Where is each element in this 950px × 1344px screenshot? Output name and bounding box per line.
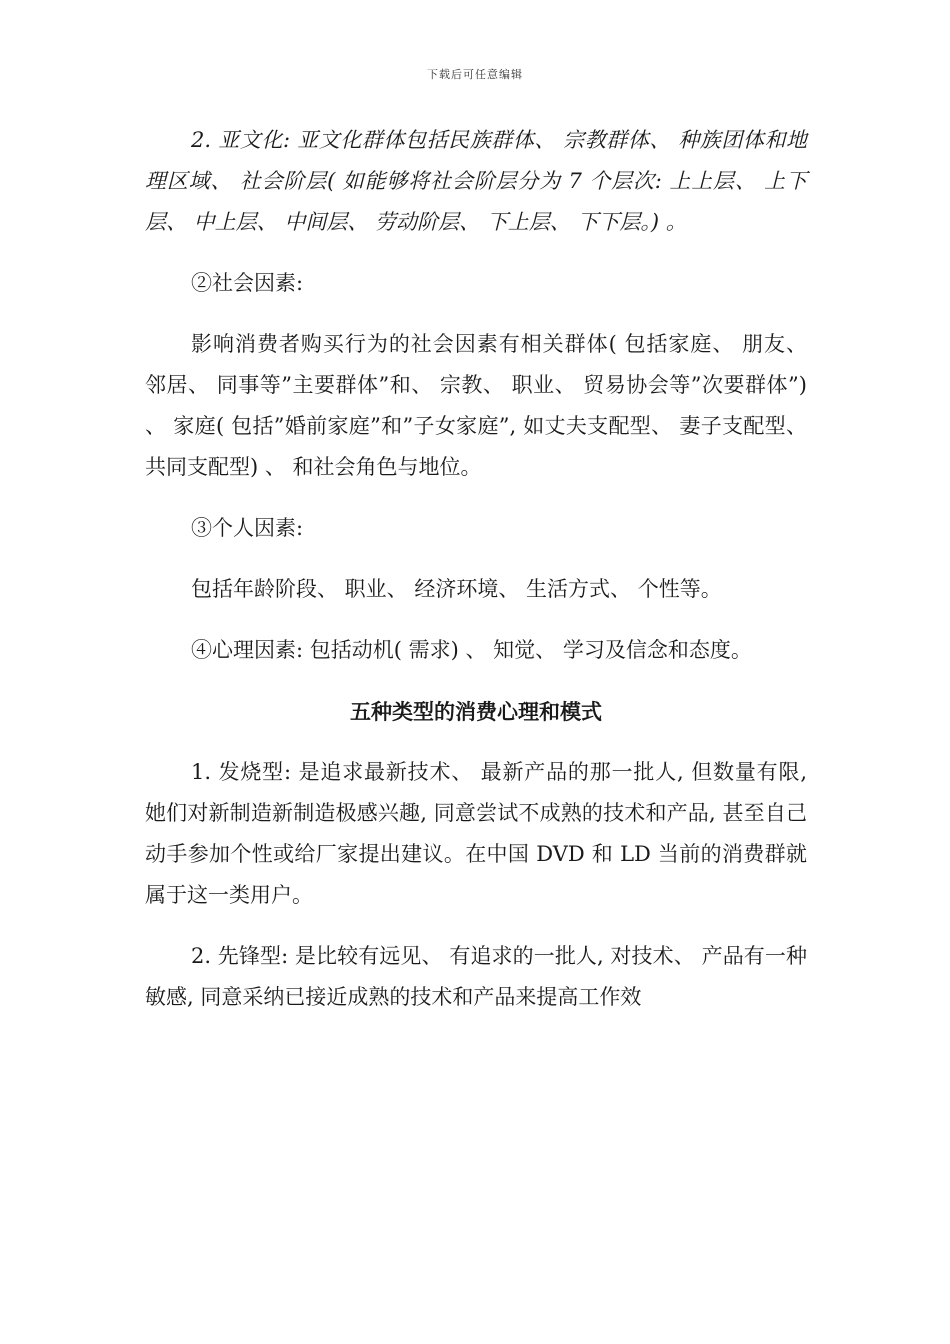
document-body: [145, 120, 807, 1018]
paragraph-subculture: 2. 亚文化: 亚文化群体包括民族群体、 宗教群体、 种族团体和地理区域、 社会阶层( 如能够将社会阶层分为 7 个层次: 上上层、 上下层、 中上层、 中间层、 劳动阶层、 下上层、 下下层。) 。: [145, 128, 807, 234]
paragraph-personal-factors-title: ③个人因素:: [191, 516, 304, 540]
paragraph-social-factors-title: ②社会因素:: [191, 271, 304, 295]
page-header-note: 下载后可任意编辑: [427, 68, 523, 81]
paragraph-pioneer-type: 2. 先锋型: 是比较有远见、 有追求的一批人, 对技术、 产品有一种敏感, 同意采纳已接近成熟的技术和产品来提高工作效: [145, 944, 807, 1009]
paragraph-social-factors: 影响消费者购买行为的社会因素有相关群体( 包括家庭、 朋友、 邻居、 同事等”主要群体”和、 宗教、 职业、 贸易协会等”次要群体”) 、 家庭( 包括”婚前家庭”和”子女家庭”, 如丈夫支配型、 妻子支配型、 共同支配型) 、 和社会角色与地位。: [145, 332, 807, 479]
paragraph-psychological-factors: ④心理因素: 包括动机( 需求) 、 知觉、 学习及信念和态度。: [191, 638, 752, 662]
section-heading: 五种类型的消费心理和模式: [350, 699, 602, 724]
paragraph-personal-factors: 包括年龄阶段、 职业、 经济环境、 生活方式、 个性等。: [191, 577, 722, 601]
paragraph-fever-type: 1. 发烧型: 是追求最新技术、 最新产品的那一批人, 但数量有限, 她们对新制造新制造极感兴趣, 同意尝试不成熟的技术和产品, 甚至自己动手参加个性或给厂家提出建议。在中国 DVD 和 LD 当前的消费群就属于这一类用户。: [145, 760, 807, 907]
